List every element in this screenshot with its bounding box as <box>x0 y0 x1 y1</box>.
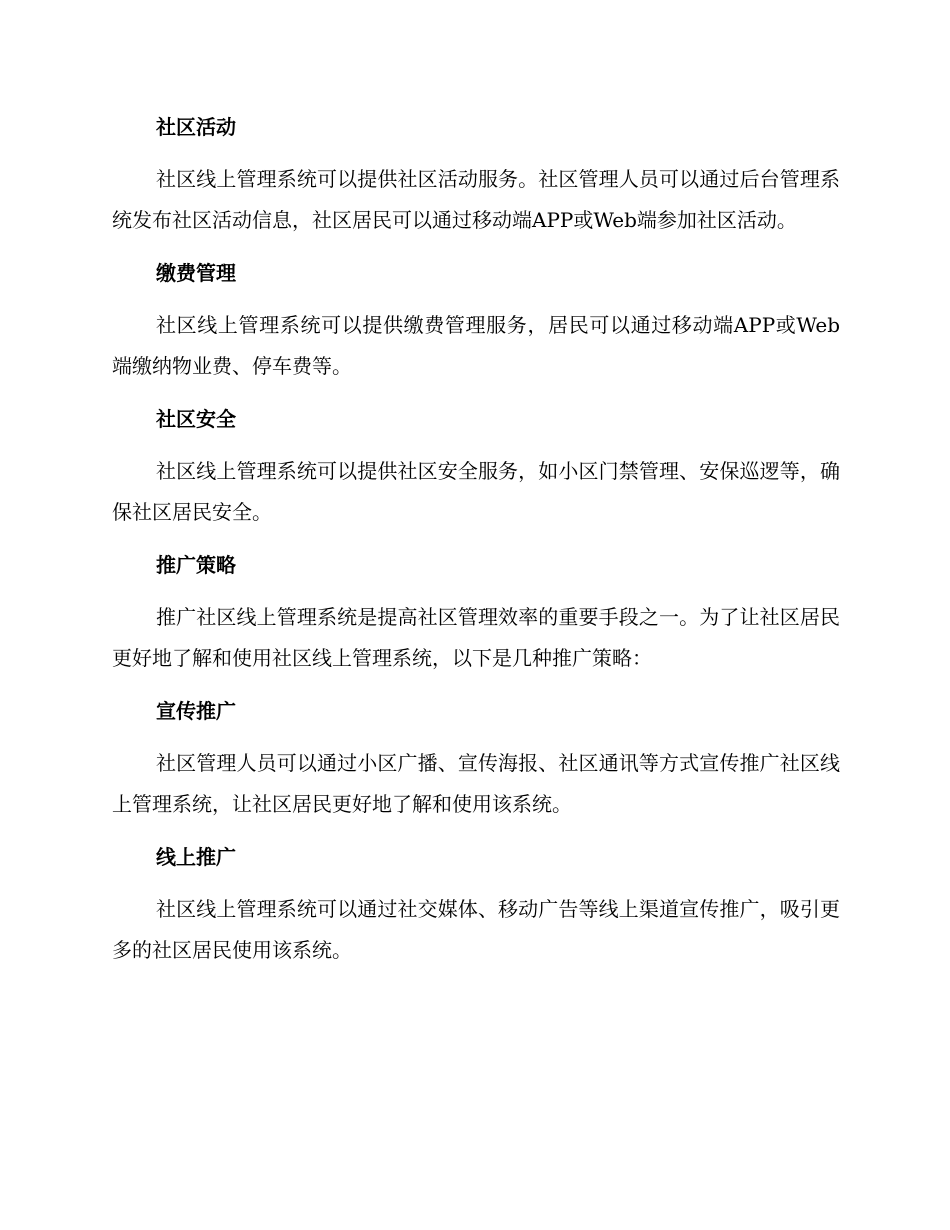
section-body-online-promotion: 社区线上管理系统可以通过社交媒体、移动广告等线上渠道宣传推广，吸引更多的社区居民使用该系统。 <box>112 897 840 962</box>
section-body-publicity-promotion: 社区管理人员可以通过小区广播、宣传海报、社区通讯等方式宣传推广社区线上管理系统，让社区居民更好地了解和使用该系统。 <box>112 751 840 816</box>
section-body-community-activities: 社区线上管理系统可以提供社区活动服务。社区管理人员可以通过后台管理系统发布社区活动信息，社区居民可以通过移动端APP或Web端参加社区活动。 <box>112 167 840 232</box>
document-body <box>112 108 840 984</box>
section-heading-community-activities: 社区活动 <box>156 115 236 139</box>
section-heading-payment-management: 缴费管理 <box>156 261 236 285</box>
section-body-payment-management: 社区线上管理系统可以提供缴费管理服务，居民可以通过移动端APP或Web端缴纳物业费、停车费等。 <box>112 313 840 378</box>
section-heading-online-promotion: 线上推广 <box>156 845 236 869</box>
section-heading-publicity-promotion: 宣传推广 <box>156 699 236 723</box>
section-body-promotion-strategy: 推广社区线上管理系统是提高社区管理效率的重要手段之一。为了让社区居民更好地了解和使用社区线上管理系统，以下是几种推广策略： <box>112 605 840 670</box>
section-heading-community-security: 社区安全 <box>156 407 236 431</box>
section-body-community-security: 社区线上管理系统可以提供社区安全服务，如小区门禁管理、安保巡逻等，确保社区居民安全。 <box>112 459 840 524</box>
section-heading-promotion-strategy: 推广策略 <box>156 553 236 577</box>
